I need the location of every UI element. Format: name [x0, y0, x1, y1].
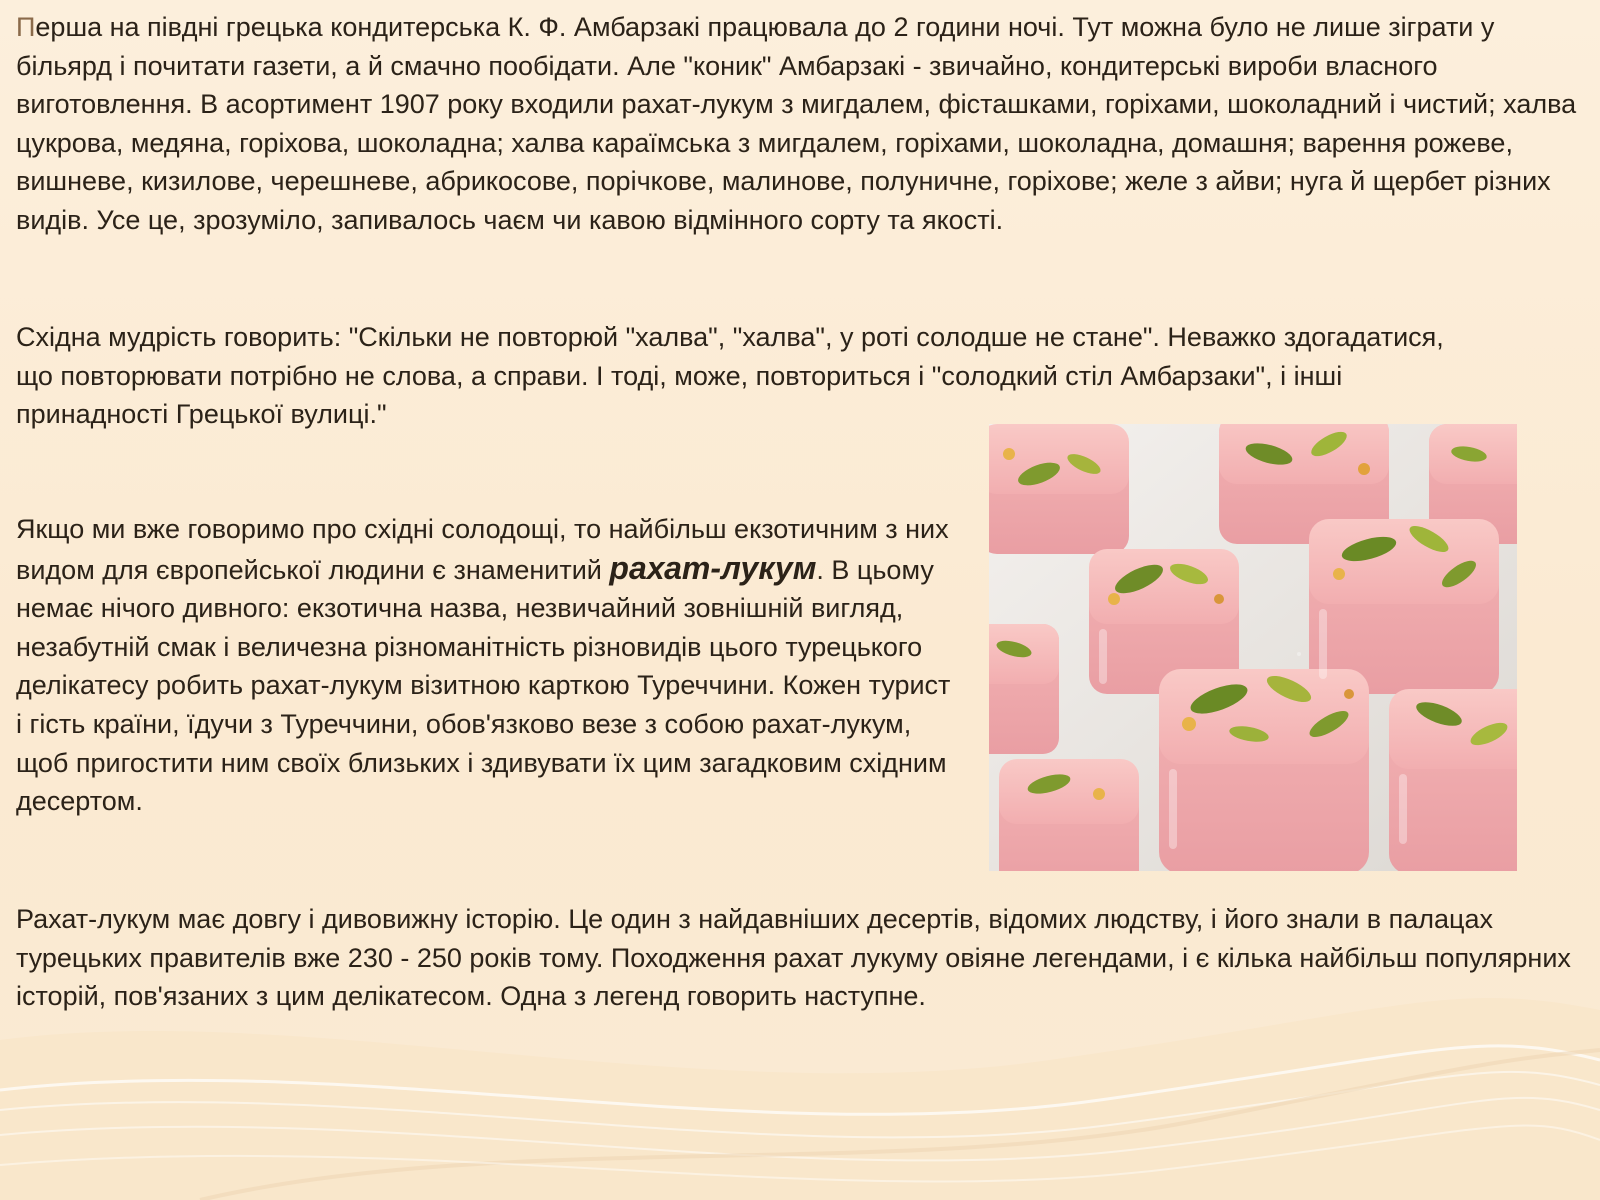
- lokum-cube: [1389, 689, 1517, 871]
- emphasized-term: рахат-лукум: [609, 549, 817, 586]
- paragraph-text: ерша на півдні грецька кондитерська К. Ф. Амбарзакі працювала до 2 години ночі. Тут можна було не лише зіграти у більярд і почитати газети, а й смачно пообідати. Але "коник" Амбарзакі - звичайно, кондитерські вироби власного виготовлення. В асортимент 1907 року входили рахат-лукум з мигдалем, фісташками, горіхами, шоколадний і чистий; халва цукрова, медяна, горіхова, шоколадна; халва караїмська з мигдалем, горіхами, шоколадна, домашня; варення рожеве, вишневе, кизилове, черешневе, абрикосове, порічкове, малинове, полуничне, горіхове; желе з айви; нуга й щербет різних видів. Усе це, зрозуміло, запивалось чаєм чи кавою відмінного сорту та якості.: [16, 12, 1577, 235]
- paragraph-first-letter: П: [16, 12, 36, 42]
- lokum-cube: [989, 624, 1059, 754]
- paragraph-text-after: . В цьому немає нічого дивного: екзотична назва, незвичайний зовнішній вигляд, незабутній смак і величезна різноманітність різновидів цього турецького делікатесу робить рахат-лукум візитною карткою Туреччини. Кожен турист і гість країни, їдучи з Туреччини, обов'язково везе з собою рахат-лукум, щоб пригостити ним своїх близьких і здивувати їх цим загадковим східним десертом.: [16, 554, 951, 817]
- turkish-delight-illustration: [989, 424, 1517, 871]
- paragraph-rahat-lukum-intro: [16, 510, 951, 821]
- paragraph-rahat-lukum-history: Рахат-лукум має довгу і дивовижну історію. Це один з найдавніших десертів, відомих людству, і його знали в палацах турецьких правителів вже 230 - 250 років тому. Походження рахат лукуму овіяне легендами, і є кілька найбільш популярних історій, пов'язаних з цим делікатесом. Одна з легенд говорить наступне.: [16, 904, 1571, 1012]
- turkish-delight-photo: [989, 424, 1517, 871]
- lokum-cube: [999, 759, 1139, 871]
- lokum-cube: [1309, 519, 1499, 694]
- lokum-cube: [1159, 669, 1369, 871]
- lokum-cube: [989, 424, 1129, 554]
- paragraph-text-before: Якщо ми вже говоримо про східні солодощі, то найбільш екзотичним з них видом для європейської людини є знаменитий: [16, 514, 949, 585]
- paragraph-eastern-wisdom: Східна мудрість говорить: "Скільки не повторюй "халва", "халва", у роті солодше не стане". Неважко здогадатися, що повторювати потрібно не слова, а справи. І тоді, може, повториться і "солодкий стіл Амбарзаки", і інші принадності Грецької вулиці.": [16, 322, 1444, 430]
- paragraph-ambarzaki-confectionery: [16, 8, 1591, 240]
